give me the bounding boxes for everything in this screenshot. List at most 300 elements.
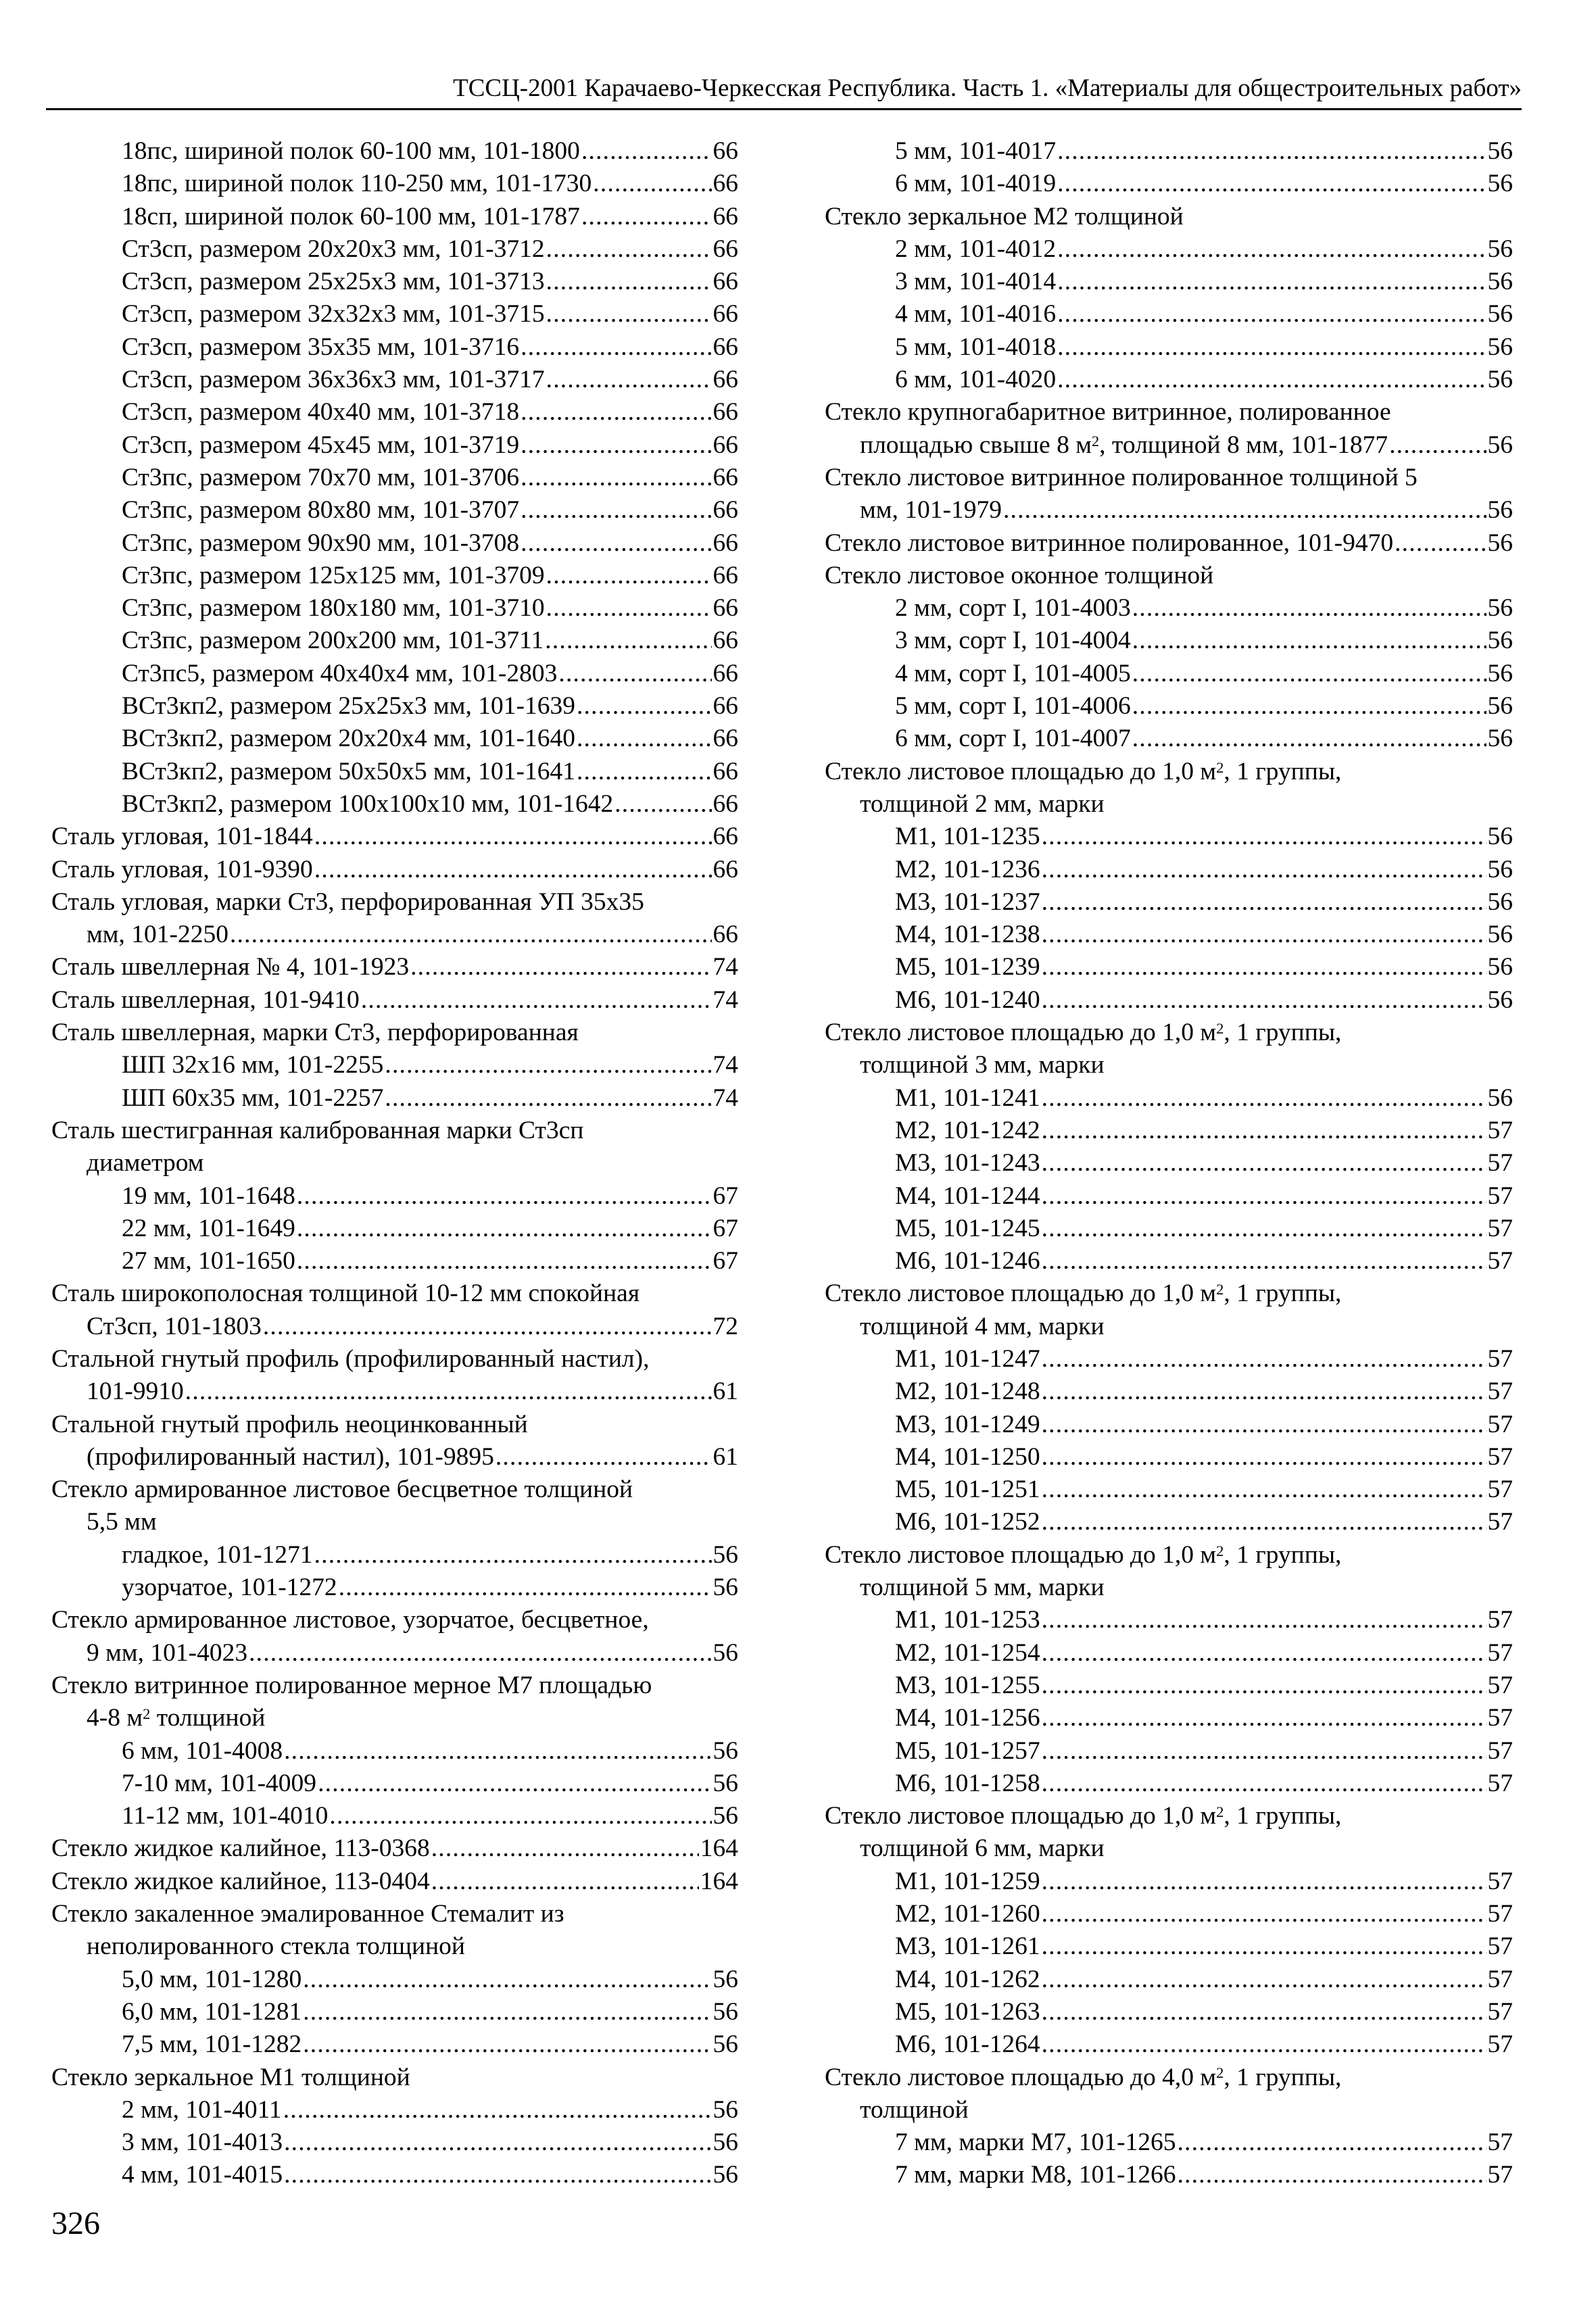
text-part: Стекло зеркальное М2 толщиной <box>825 202 1184 230</box>
text-part: 4 мм, сорт I, 101-4005 <box>895 659 1131 687</box>
entry-heading <box>51 1473 738 1506</box>
page-reference: 66 <box>712 529 738 557</box>
index-entry <box>825 364 1513 396</box>
index-entry <box>825 658 1513 690</box>
entry-line <box>51 1311 738 1343</box>
page-reference: 66 <box>712 463 738 491</box>
dot-leader <box>1389 429 1486 462</box>
index-entry <box>825 690 1513 723</box>
entry-line <box>895 1702 1513 1734</box>
entry-line <box>51 951 738 983</box>
dot-leader <box>1042 854 1486 886</box>
entry-text <box>122 527 519 560</box>
dot-leader <box>284 2126 711 2159</box>
dot-leader <box>521 396 711 429</box>
entry-line <box>895 266 1513 298</box>
text-part: М3, 101-1255 <box>895 1671 1040 1699</box>
entry-text <box>122 625 543 657</box>
index-entry <box>51 1996 738 2028</box>
index-entry <box>825 1735 1513 1768</box>
entry-line <box>122 690 738 723</box>
index-entry <box>825 1245 1513 1277</box>
text-part: М4, 101-1256 <box>895 1704 1040 1732</box>
text-part: Ст3сп, размером 36x36x3 мм, 101-3717 <box>122 366 545 394</box>
page-reference: 57 <box>1487 1214 1513 1242</box>
entry-heading <box>51 1277 738 1310</box>
dot-leader <box>1042 1670 1486 1702</box>
text-part: 2 мм, 101-4012 <box>895 235 1057 263</box>
dot-leader <box>385 1082 711 1115</box>
dot-leader <box>1042 1115 1486 1147</box>
page-reference: 66 <box>712 855 738 883</box>
index-entry <box>51 1115 738 1180</box>
page-reference: 66 <box>712 659 738 687</box>
dot-leader <box>249 1637 711 1670</box>
index-entry <box>825 331 1513 364</box>
page-reference: 57 <box>1487 1638 1513 1667</box>
index-entry <box>825 2028 1513 2061</box>
entry-text <box>895 1964 1040 1996</box>
index-column-left <box>51 135 738 2192</box>
entry-text <box>122 2159 283 2191</box>
dot-leader <box>1042 2028 1486 2061</box>
entry-line <box>895 1506 1513 1538</box>
page-reference: 56 <box>1487 366 1513 394</box>
entry-text <box>122 690 575 723</box>
entry-heading-continuation <box>51 1702 738 1734</box>
entry-line <box>122 723 738 755</box>
text-part: 5 мм, сорт I, 101-4006 <box>895 692 1131 721</box>
entry-text <box>895 1213 1040 1245</box>
text-part: Ст3пс, размером 80x80 мм, 101-3707 <box>122 496 520 525</box>
page-reference: 56 <box>1487 529 1513 557</box>
dot-leader <box>546 298 712 331</box>
text-part: Стекло листовое площадью до 1,0 м <box>825 1019 1217 1047</box>
index-entry <box>51 690 738 723</box>
entry-line <box>895 1115 1513 1147</box>
entry-line <box>51 1866 738 1898</box>
index-entry <box>825 233 1513 266</box>
text-part: , 1 группы, <box>1224 1802 1342 1830</box>
dot-leader <box>577 723 712 755</box>
text-part: диаметром <box>87 1149 204 1177</box>
text-part: 4 мм, 101-4016 <box>895 300 1057 328</box>
index-entry <box>51 2028 738 2061</box>
text-part: площадью свыше 8 м <box>860 431 1092 459</box>
page-reference: 66 <box>712 823 738 851</box>
index-entry <box>825 266 1513 298</box>
entry-line <box>895 1930 1513 1963</box>
text-part: М1, 101-1253 <box>895 1606 1040 1634</box>
entry-text <box>895 1768 1040 1800</box>
entry-line <box>122 1213 738 1245</box>
page-reference: 56 <box>712 1574 738 1602</box>
text-part: 5,0 мм, 101-1280 <box>122 1965 302 1993</box>
index-entry <box>51 625 738 657</box>
index-column-right <box>825 135 1513 2192</box>
text-part: Стекло листовое площадью до 1,0 м <box>825 1802 1217 1830</box>
page-reference: 66 <box>712 170 738 198</box>
page-reference: 61 <box>712 1378 738 1406</box>
superscript: 2 <box>1216 758 1224 776</box>
text-part: М5, 101-1263 <box>895 1997 1040 2026</box>
page-reference: 57 <box>1487 1442 1513 1471</box>
text-part: неполированного стекла толщиной <box>87 1932 465 1961</box>
dot-leader <box>1042 984 1486 1017</box>
entry-text <box>87 1375 184 1408</box>
text-part: ШП 60x35 мм, 101-2257 <box>122 1083 384 1112</box>
text-part: толщиной 2 мм, марки <box>860 789 1105 818</box>
index-entry <box>825 298 1513 331</box>
page-reference: 57 <box>1487 1410 1513 1438</box>
index-entry <box>825 1604 1513 1636</box>
dot-leader <box>297 1245 712 1277</box>
dot-leader <box>385 1049 711 1081</box>
dot-leader <box>546 233 712 266</box>
text-part: М5, 101-1257 <box>895 1736 1040 1765</box>
page-reference: 66 <box>712 137 738 165</box>
index-entry <box>825 135 1513 168</box>
page-reference: 66 <box>712 757 738 785</box>
dot-leader <box>1042 1506 1486 1538</box>
entry-text <box>122 201 580 233</box>
entry-line <box>895 1670 1513 1702</box>
text-part: М6, 101-1240 <box>895 985 1040 1014</box>
text-part: Ст3сп, размером 32x32x3 мм, 101-3715 <box>122 300 545 328</box>
text-part: Ст3сп, размером 25x25x3 мм, 101-3713 <box>122 268 545 296</box>
entry-line <box>895 1637 1513 1670</box>
dot-leader <box>431 1832 699 1865</box>
text-part: М5, 101-1245 <box>895 1214 1040 1242</box>
page-reference: 56 <box>712 1997 738 2026</box>
index-entry <box>51 1571 738 1604</box>
text-part: Сталь угловая, марки Ст3, перфорированная УП 35x35 <box>51 887 644 916</box>
index-entry <box>51 1735 738 1768</box>
dot-leader <box>303 1996 711 2028</box>
text-part: , 1 группы, <box>1224 757 1342 785</box>
entry-text <box>895 1637 1040 1670</box>
entry-line <box>825 429 1513 462</box>
running-header: ТССЦ-2001 Карачаево-Черкесская Республика. Часть 1. «Материалы для общестроительных работ» <box>453 74 1522 102</box>
entry-text <box>122 592 545 625</box>
text-part: 11-12 мм, 101-4010 <box>122 1802 329 1830</box>
entry-line <box>895 886 1513 919</box>
dot-leader <box>1057 168 1486 200</box>
entry-line <box>895 1180 1513 1213</box>
entry-line <box>122 1049 738 1081</box>
entry-text <box>122 298 545 331</box>
text-part: Стекло крупногабаритное витринное, полированное <box>825 398 1391 427</box>
entry-text <box>122 1768 316 1800</box>
dot-leader <box>546 560 712 592</box>
page-reference: 57 <box>1487 2030 1513 2059</box>
text-part: М2, 101-1236 <box>895 855 1040 883</box>
index-entry <box>51 1277 738 1343</box>
index-entry <box>51 1832 738 1865</box>
entry-line <box>895 135 1513 168</box>
entry-text <box>51 984 360 1017</box>
dot-leader <box>283 2094 712 2126</box>
entry-text <box>895 1409 1040 1441</box>
text-part: ВСт3кп2, размером 20x20x4 мм, 101-1640 <box>122 725 575 753</box>
entry-line <box>122 1768 738 1800</box>
entry-line <box>825 527 1513 560</box>
entry-line <box>895 1898 1513 1930</box>
page-reference: 57 <box>1487 1965 1513 1993</box>
dot-leader <box>1057 298 1486 331</box>
text-part: 18пс, шириной полок 110-250 мм, 101-1730 <box>122 170 592 198</box>
entry-line <box>122 233 738 266</box>
text-part: Сталь швеллерная № 4, 101-1923 <box>51 953 410 981</box>
entry-line <box>51 984 738 1017</box>
text-part: Сталь широкополосная толщиной 10-12 мм спокойная <box>51 1280 640 1308</box>
dot-leader <box>1042 1702 1486 1734</box>
entry-line <box>895 658 1513 690</box>
index-entry <box>825 1409 1513 1441</box>
dot-leader <box>1042 951 1486 983</box>
entry-line <box>122 560 738 592</box>
index-entry <box>51 1213 738 1245</box>
page-reference: 57 <box>1487 1476 1513 1504</box>
text-part: М1, 101-1235 <box>895 823 1040 851</box>
entry-text <box>122 396 519 429</box>
dot-leader <box>558 658 711 690</box>
page-reference: 164 <box>700 1867 738 1895</box>
index-entry <box>825 1082 1513 1115</box>
index-entry <box>825 527 1513 560</box>
text-part: М1, 101-1241 <box>895 1083 1040 1112</box>
page-reference: 56 <box>1487 594 1513 623</box>
page-reference: 72 <box>712 1312 738 1340</box>
entry-line <box>895 1996 1513 2028</box>
text-part: Стекло армированное листовое бесцветное толщиной <box>51 1476 633 1504</box>
text-part: толщиной 6 мм, марки <box>860 1834 1105 1863</box>
dot-leader <box>284 2159 711 2191</box>
entry-line <box>122 168 738 200</box>
entry-heading-continuation <box>825 1311 1513 1343</box>
text-part: 27 мм, 101-1650 <box>122 1247 295 1275</box>
index-entry <box>51 1082 738 1115</box>
text-part: 6 мм, 101-4020 <box>895 366 1057 394</box>
text-part: М1, 101-1247 <box>895 1344 1040 1373</box>
text-part: 3 мм, 101-4013 <box>122 2128 283 2157</box>
entry-text <box>122 2094 282 2126</box>
dot-leader <box>1057 364 1486 396</box>
index-entry <box>51 854 738 886</box>
entry-line <box>122 1082 738 1115</box>
text-part: 22 мм, 101-1649 <box>122 1214 295 1242</box>
entry-text <box>122 2028 301 2061</box>
text-part: 3 мм, 101-4014 <box>895 268 1057 296</box>
entry-line <box>895 1409 1513 1441</box>
entry-text <box>122 233 545 266</box>
text-part: толщиной 3 мм, марки <box>860 1051 1105 1079</box>
text-part: Стекло листовое площадью до 1,0 м <box>825 1540 1217 1569</box>
entry-line <box>895 1245 1513 1277</box>
dot-leader <box>1132 690 1486 723</box>
page-reference: 66 <box>712 431 738 459</box>
index-entry <box>51 592 738 625</box>
index-entry <box>825 1180 1513 1213</box>
index-entry <box>51 1604 738 1670</box>
text-part: М4, 101-1244 <box>895 1181 1040 1210</box>
entry-text <box>895 1147 1040 1179</box>
entry-heading <box>51 1017 738 1049</box>
entry-text <box>122 135 580 168</box>
index-entry <box>51 984 738 1017</box>
dot-leader <box>521 331 711 364</box>
text-part: толщиной <box>150 1704 266 1732</box>
entry-text <box>895 658 1131 690</box>
index-entry <box>51 168 738 200</box>
page-reference: 57 <box>1487 2128 1513 2157</box>
entry-line <box>51 919 738 951</box>
entry-text <box>122 1180 295 1213</box>
dot-leader <box>1042 1996 1486 2028</box>
entry-line <box>122 1571 738 1604</box>
text-part: М4, 101-1250 <box>895 1442 1040 1471</box>
entry-text <box>895 1506 1040 1538</box>
index-entry <box>825 1670 1513 1702</box>
page-reference: 56 <box>712 2161 738 2189</box>
text-part: М1, 101-1259 <box>895 1867 1040 1895</box>
entry-text <box>895 1245 1040 1277</box>
entry-text <box>895 1702 1040 1734</box>
index-entry <box>825 2062 1513 2127</box>
text-part: М2, 101-1254 <box>895 1638 1040 1667</box>
dot-leader <box>1042 1409 1486 1441</box>
dot-leader <box>314 854 712 886</box>
entry-heading-continuation <box>825 2094 1513 2126</box>
text-part: Стекло листовое площадью до 1,0 м <box>825 757 1217 785</box>
dot-leader <box>577 756 712 788</box>
index-entry <box>825 2126 1513 2159</box>
index-entry <box>825 1147 1513 1179</box>
dot-leader <box>581 135 712 168</box>
entry-text <box>895 135 1056 168</box>
page-reference: 66 <box>712 561 738 589</box>
page-reference: 66 <box>712 921 738 949</box>
entry-line <box>895 854 1513 886</box>
index-entry <box>825 1441 1513 1473</box>
text-part: толщиной 5 мм, марки <box>860 1574 1105 1602</box>
index-entry <box>825 723 1513 755</box>
dot-leader <box>1177 2126 1486 2159</box>
page-reference: 56 <box>1487 985 1513 1014</box>
dot-leader <box>1042 821 1486 853</box>
index-entry <box>51 201 738 233</box>
entry-line <box>895 1343 1513 1375</box>
index-entry <box>825 1996 1513 2028</box>
entry-text <box>895 2028 1040 2061</box>
entry-text <box>895 592 1131 625</box>
text-part: Стекло армированное листовое, узорчатое, бесцветное, <box>51 1606 649 1634</box>
page-reference: 57 <box>1487 1116 1513 1144</box>
dot-leader <box>1042 1735 1486 1768</box>
entry-line <box>895 821 1513 853</box>
dot-leader <box>1042 886 1486 919</box>
dot-leader <box>495 1441 712 1473</box>
entry-text <box>895 886 1040 919</box>
text-part: Ст3пс, размером 180x180 мм, 101-3710 <box>122 594 545 623</box>
index-entry <box>825 1539 1513 1605</box>
index-entry <box>51 1473 738 1539</box>
page-reference: 67 <box>712 1181 738 1210</box>
dot-leader <box>1057 135 1486 168</box>
entry-text <box>895 951 1040 983</box>
page-reference: 57 <box>1487 1606 1513 1634</box>
page-reference: 56 <box>1487 692 1513 721</box>
page-reference: 66 <box>712 725 738 753</box>
entry-text <box>122 658 557 690</box>
page-reference: 57 <box>1487 1247 1513 1275</box>
entry-text <box>51 1866 430 1898</box>
index-entry <box>825 201 1513 233</box>
index-entry <box>51 1343 738 1409</box>
dot-leader <box>1042 1147 1486 1179</box>
entry-heading <box>825 560 1513 592</box>
index-entry <box>825 1964 1513 1996</box>
entry-text <box>122 1571 337 1604</box>
text-part: 5 мм, 101-4017 <box>895 137 1057 165</box>
text-part: М6, 101-1258 <box>895 1769 1040 1797</box>
text-part: М6, 101-1252 <box>895 1508 1040 1536</box>
text-part: 7-10 мм, 101-4009 <box>122 1769 317 1797</box>
text-part: 4-8 м <box>87 1704 143 1732</box>
entry-text <box>122 266 545 298</box>
entry-line <box>895 1604 1513 1636</box>
page-reference: 66 <box>712 594 738 623</box>
text-part: Стекло листовое площадью до 1,0 м <box>825 1280 1217 1308</box>
entry-text <box>122 462 519 494</box>
text-part: 6 мм, 101-4019 <box>895 170 1057 198</box>
entry-heading <box>825 1277 1513 1310</box>
text-part: Сталь угловая, 101-1844 <box>51 823 313 851</box>
dot-leader <box>329 1800 711 1832</box>
page-reference: 56 <box>1487 431 1513 459</box>
entry-line <box>122 2028 738 2061</box>
text-part: 2 мм, сорт I, 101-4003 <box>895 594 1131 623</box>
index-entry <box>51 1539 738 1571</box>
entry-text <box>895 1898 1040 1930</box>
index-entry <box>51 1409 738 1474</box>
entry-text <box>895 2159 1176 2191</box>
text-part: 101-9910 <box>87 1378 184 1406</box>
dot-leader <box>318 1768 711 1800</box>
entry-line <box>895 233 1513 266</box>
index-entry <box>825 1898 1513 1930</box>
text-part: 2 мм, 101-4011 <box>122 2095 282 2124</box>
text-part: Стекло зеркальное М1 толщиной <box>51 2063 410 2091</box>
text-part: мм, 101-1979 <box>860 496 1002 525</box>
index-entry <box>51 1800 738 1832</box>
entry-text <box>895 168 1056 200</box>
index-entry <box>825 1115 1513 1147</box>
entry-heading <box>825 201 1513 233</box>
dot-leader <box>1042 1604 1486 1636</box>
dot-leader <box>546 364 712 396</box>
entry-line <box>122 1539 738 1571</box>
page-reference: 56 <box>712 2095 738 2124</box>
text-part: Ст3пс5, размером 40x40x4 мм, 101-2803 <box>122 659 558 687</box>
text-part: (профилированный настил), 101-9895 <box>87 1442 494 1471</box>
entry-text <box>895 1473 1040 1506</box>
entry-text <box>122 168 591 200</box>
text-part: 7 мм, марки М7, 101-1265 <box>895 2128 1176 2157</box>
index-entry <box>825 1213 1513 1245</box>
text-part: узорчатое, 101-1272 <box>122 1574 337 1602</box>
index-entry <box>825 951 1513 983</box>
